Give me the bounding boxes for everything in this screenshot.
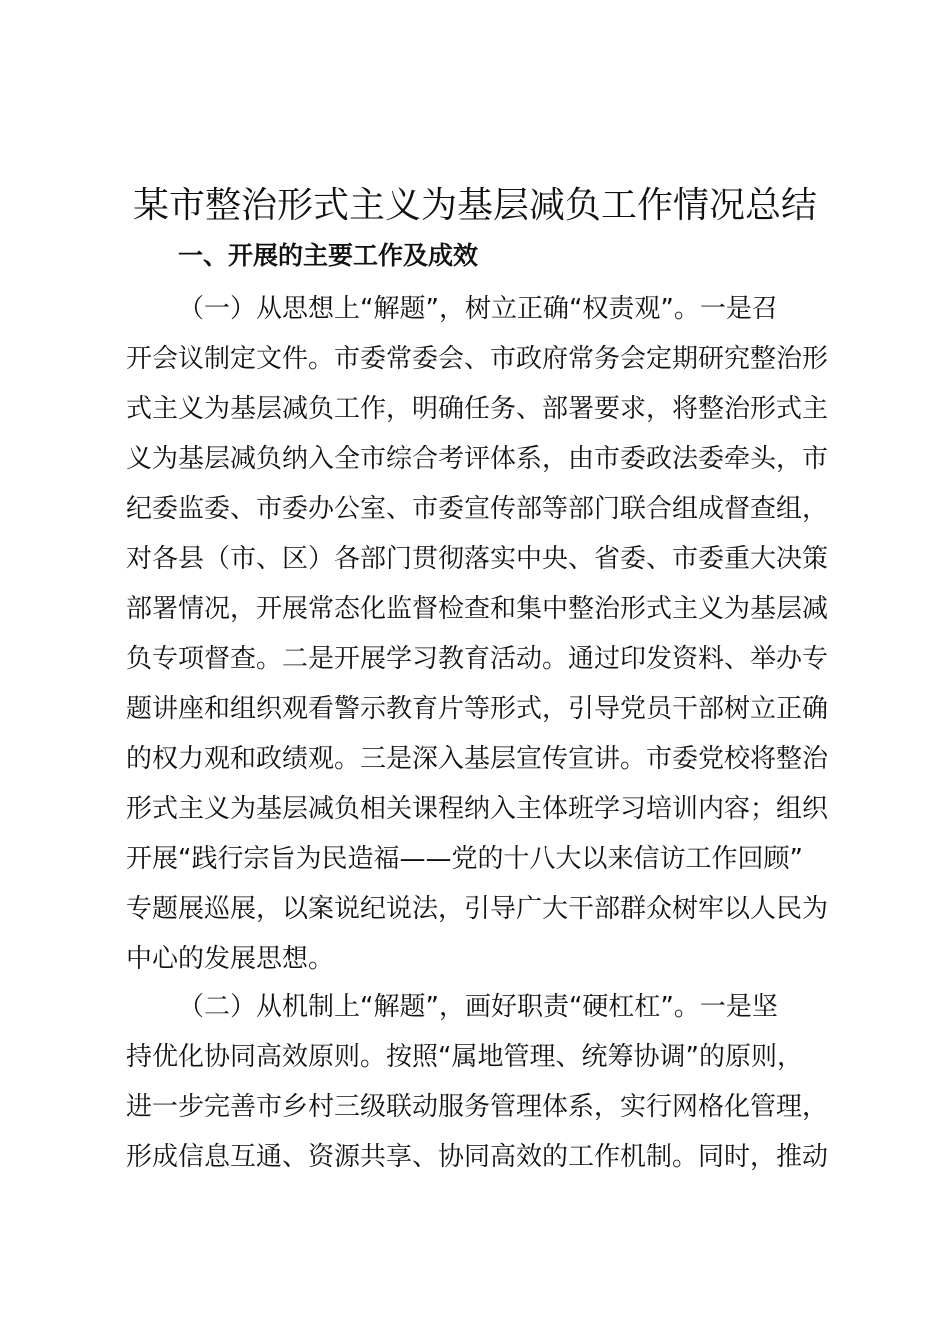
text-line: 中心的发展思想。 xyxy=(126,944,335,974)
text-line: 题讲座和组织观看警示教育片等形式，引导党员干部树立正确 xyxy=(126,694,829,724)
section-heading: 一、开展的主要工作及成效 xyxy=(178,241,479,270)
paragraph-2 xyxy=(126,982,846,1182)
text-line: 的权力观和政绩观。三是深入基层宣传宣讲。市委党校将整治 xyxy=(126,744,829,774)
text-line: 负专项督查。二是开展学习教育活动。通过印发资料、举办专 xyxy=(126,644,829,674)
text-line: 形成信息互通、资源共享、协同高效的工作机制。同时，推动 xyxy=(126,1142,829,1172)
text-line: 对各县（市、区）各部门贯彻落实中央、省委、市委重大决策 xyxy=(126,544,829,574)
text-line: 纪委监委、市委办公室、市委宣传部等部门联合组成督查组， xyxy=(126,494,829,524)
text-line: 专题展巡展，以案说纪说法，引导广大干部群众树牢以人民为 xyxy=(126,894,829,924)
document-title: 某市整治形式主义为基层减负工作情况总结 xyxy=(132,185,817,226)
text-line: 义为基层减负纳入全市综合考评体系，由市委政法委牵头，市 xyxy=(126,444,829,474)
text-line: 式主义为基层减负工作，明确任务、部署要求，将整治形式主 xyxy=(126,394,829,424)
text-line: 进一步完善市乡村三级联动服务管理体系，实行网格化管理， xyxy=(126,1092,829,1122)
text-line: 开会议制定文件。市委常委会、市政府常务会定期研究整治形 xyxy=(126,344,829,374)
text-line: 开展“践行宗旨为民造福——党的十八大以来信访工作回顾” xyxy=(126,844,803,874)
text-line: （二）从机制上“解题”，画好职责“硬杠杠”。一是坚 xyxy=(178,992,778,1022)
text-line: （一）从思想上“解题”，树立正确“权责观”。一是召 xyxy=(178,294,778,324)
text-line: 部署情况，开展常态化监督检查和集中整治形式主义为基层减 xyxy=(126,594,829,624)
text-line: 形式主义为基层减负相关课程纳入主体班学习培训内容；组织 xyxy=(126,794,829,824)
paragraph-1 xyxy=(126,284,846,984)
text-line: 持优化协同高效原则。按照“属地管理、统筹协调”的原则， xyxy=(126,1042,803,1072)
